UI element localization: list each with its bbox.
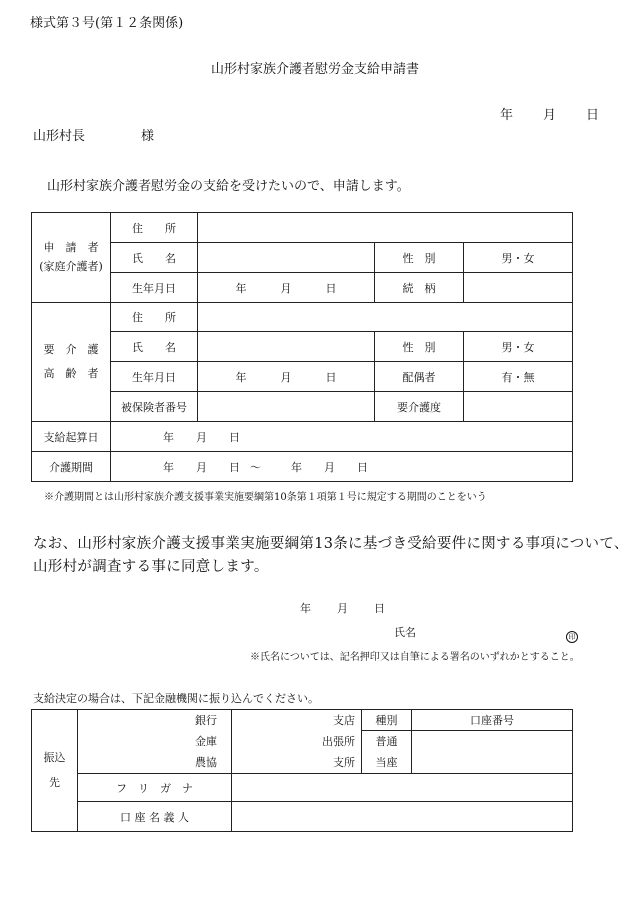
bank-name-field[interactable] <box>78 710 232 774</box>
cp-day2: 日 <box>357 460 368 474</box>
elderly-address-label: 住 所 <box>111 303 198 332</box>
addressee-name: 山形村長 <box>33 129 86 144</box>
elderly-group-label <box>32 303 111 422</box>
intro-text: 山形村家族介護者慰労金の支給を受けたいので、申請します。 <box>47 179 410 194</box>
elderly-insured-label: 被保険者番号 <box>111 392 198 422</box>
elderly-label: 要 介 護 <box>43 342 99 356</box>
elderly-dob-field[interactable] <box>198 362 375 392</box>
seal-char: 印 <box>566 631 578 643</box>
branch-type-sub-office: 出張所 <box>322 735 355 748</box>
cp-month: 月 <box>196 460 207 474</box>
applicant-sex-field[interactable]: 男・女 <box>464 243 573 273</box>
edob-year: 年 <box>235 370 247 384</box>
sign-date <box>300 600 385 616</box>
date-line <box>500 104 599 123</box>
applicant-name-field[interactable] <box>198 243 375 273</box>
cp-month2: 月 <box>324 460 335 474</box>
elderly-sex-label: 性 別 <box>375 332 464 362</box>
elderly-name-label: 氏 名 <box>111 332 198 362</box>
applicant-relation-field[interactable] <box>464 273 573 303</box>
consent-line-1: なお、山形村家族介護支援事業実施要綱第13条に基づき受給要件に関する事項について、 <box>33 536 629 552</box>
applicant-sex-label: 性 別 <box>375 243 464 273</box>
addressee-honorific: 様 <box>141 129 155 144</box>
furigana-label: フ リ ガ ナ <box>78 774 232 802</box>
sign-day: 日 <box>374 602 385 615</box>
elderly-sex-field[interactable]: 男・女 <box>464 332 573 362</box>
account-type-current: 当座 <box>375 756 398 769</box>
elderly-spouse-field[interactable]: 有・無 <box>464 362 573 392</box>
applicant-label: 申 請 者 <box>43 240 99 254</box>
applicant-sublabel: (家庭介護者) <box>39 259 103 273</box>
applicant-dob-field[interactable] <box>198 273 375 303</box>
elderly-dob-label: 生年月日 <box>111 362 198 392</box>
date-year: 年 <box>500 108 514 123</box>
branch-type-branch: 支店 <box>333 714 355 727</box>
elderly-spouse-label: 配偶者 <box>375 362 464 392</box>
consent-line-2: 山形村が調査する事に同意します。 <box>33 559 269 575</box>
date-month: 月 <box>543 108 557 123</box>
applicant-group-label <box>32 213 111 303</box>
cp-year2: 年 <box>291 460 302 474</box>
account-number-field[interactable] <box>412 731 573 774</box>
furigana-field[interactable] <box>232 774 573 802</box>
bank-side-label <box>32 710 78 832</box>
bank-intro: 支給決定の場合は、下記金融機関に振り込んでください。 <box>33 692 319 705</box>
elderly-care-level-label: 要介護度 <box>375 392 464 422</box>
period-note: ※介護期間とは山形村家族介護支援事業実施要綱第10条第１項第１号に規定する期間のことをいう <box>44 492 487 503</box>
bank-side-label-1: 振込 <box>43 751 66 765</box>
elderly-sublabel: 高 齢 者 <box>43 367 99 380</box>
cp-tilde: 〜 <box>250 460 261 474</box>
bank-type-shinkin: 金庫 <box>195 735 217 748</box>
bank-type-bank: 銀行 <box>195 714 217 727</box>
elderly-name-field[interactable] <box>198 332 375 362</box>
seal-icon <box>566 624 578 643</box>
payment-start-label: 支給起算日 <box>32 422 111 452</box>
applicant-relation-label: 続 柄 <box>375 273 464 303</box>
form-title: 山形村家族介護者慰労金支給申請書 <box>210 62 419 77</box>
sign-name-label: 氏名 <box>394 626 416 639</box>
account-holder-label: 口 座 名 義 人 <box>78 802 232 832</box>
applicant-address-field[interactable] <box>198 213 573 243</box>
date-day: 日 <box>586 108 600 123</box>
application-table <box>31 212 573 482</box>
account-type-field[interactable] <box>362 731 412 774</box>
ps-day: 日 <box>229 430 240 444</box>
sign-year: 年 <box>300 602 311 615</box>
branch-name-field[interactable] <box>232 710 362 774</box>
ps-year: 年 <box>163 430 174 444</box>
edob-month: 月 <box>280 370 292 384</box>
branch-type-branch2: 支所 <box>333 756 355 769</box>
addressee <box>33 125 154 144</box>
bank-side-label-2: 先 <box>49 775 60 789</box>
care-period-field[interactable] <box>111 452 573 482</box>
payment-start-field[interactable] <box>111 422 573 452</box>
ps-month: 月 <box>196 430 207 444</box>
form-id: 様式第３号(第１２条関係) <box>30 16 184 31</box>
elderly-care-level-field[interactable] <box>464 392 573 422</box>
sign-month: 月 <box>337 602 348 615</box>
bank-table <box>31 709 573 832</box>
account-number-label: 口座番号 <box>412 710 573 731</box>
dob-month: 月 <box>280 281 292 295</box>
cp-day: 日 <box>229 460 240 474</box>
care-period-label: 介護期間 <box>32 452 111 482</box>
applicant-name-label: 氏 名 <box>111 243 198 273</box>
dob-day: 日 <box>325 281 337 295</box>
elderly-insured-field[interactable] <box>198 392 375 422</box>
edob-day: 日 <box>325 370 337 384</box>
account-holder-field[interactable] <box>232 802 573 832</box>
cp-year: 年 <box>163 460 174 474</box>
dob-year: 年 <box>235 281 247 295</box>
bank-type-nokyo: 農協 <box>195 756 217 769</box>
elderly-address-field[interactable] <box>198 303 573 332</box>
account-type-ordinary: 普通 <box>375 735 398 748</box>
account-type-label: 種別 <box>362 710 412 731</box>
sign-note: ※氏名については、記名押印又は自筆による署名のいずれかとすること。 <box>250 652 580 663</box>
applicant-address-label: 住 所 <box>111 213 198 243</box>
applicant-dob-label: 生年月日 <box>111 273 198 303</box>
